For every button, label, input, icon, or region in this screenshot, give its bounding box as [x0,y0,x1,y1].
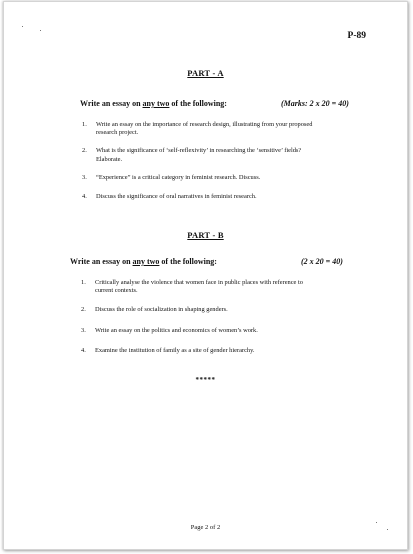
part-a-instruction [80,99,227,108]
question-text: Discuss the role of socialization in shaping genders. [95,306,228,314]
question-item [81,306,381,314]
question-text: “Experience” is a critical category in feminist research. Discuss. [96,173,261,181]
question-number: 2. [82,147,87,155]
question-number: 4. [82,193,87,201]
question-text: Write an essay on the politics and economics of women’s work. [95,326,258,334]
exam-page [3,1,408,550]
part-a-title: PART - A [187,68,224,78]
page-number: Page 2 of 2 [190,524,221,531]
instruction-text: Write an essay on [70,257,133,266]
instruction-text: of the following: [159,257,217,266]
question-number: 1. [81,279,86,286]
question-item [82,147,382,163]
scan-speck [22,26,23,27]
part-a-marks: (Marks: 2 x 20 = 40) [281,99,349,108]
question-item [82,121,382,137]
paper-code: P-89 [347,31,366,41]
question-text: Discuss the significance of oral narratives in feminist research. [96,193,257,201]
question-text: research project. [96,129,139,137]
question-number: 3. [82,173,87,181]
question-text: current contexts. [95,287,138,295]
question-text: Examine the institution of family as a site of gender hierarchy. [95,346,255,354]
question-number: 4. [81,346,86,354]
question-item [81,279,381,295]
question-text: Write an essay on the importance of research design, illustrating from your proposed [96,121,313,128]
question-text: Elaborate. [96,155,123,163]
question-number: 2. [81,306,86,314]
question-item [81,327,381,335]
scan-speck [40,30,41,31]
part-b-instruction [70,257,217,266]
question-item [81,347,381,355]
question-text: What is the significance of ‘self-reflexivity’ in researching the ‘sensitive’ fields? [96,147,302,155]
question-item [82,174,382,182]
part-b-title: PART - B [187,230,224,240]
instruction-text: of the following: [169,99,227,108]
question-item [82,193,382,201]
question-text: Critically analyse the violence that women face in public places with reference to [95,279,303,286]
question-number: 3. [81,326,86,334]
instruction-emphasis: any two [142,99,170,108]
instruction-emphasis: any two [132,257,160,266]
question-number: 1. [82,121,87,128]
part-b-question-list [81,279,381,355]
end-of-paper-marker: ***** [195,376,216,384]
part-a-question-list [82,121,382,201]
scan-speck [376,522,377,523]
instruction-text: Write an essay on [80,99,143,108]
part-b-marks: (2 x 20 = 40) [301,257,343,266]
